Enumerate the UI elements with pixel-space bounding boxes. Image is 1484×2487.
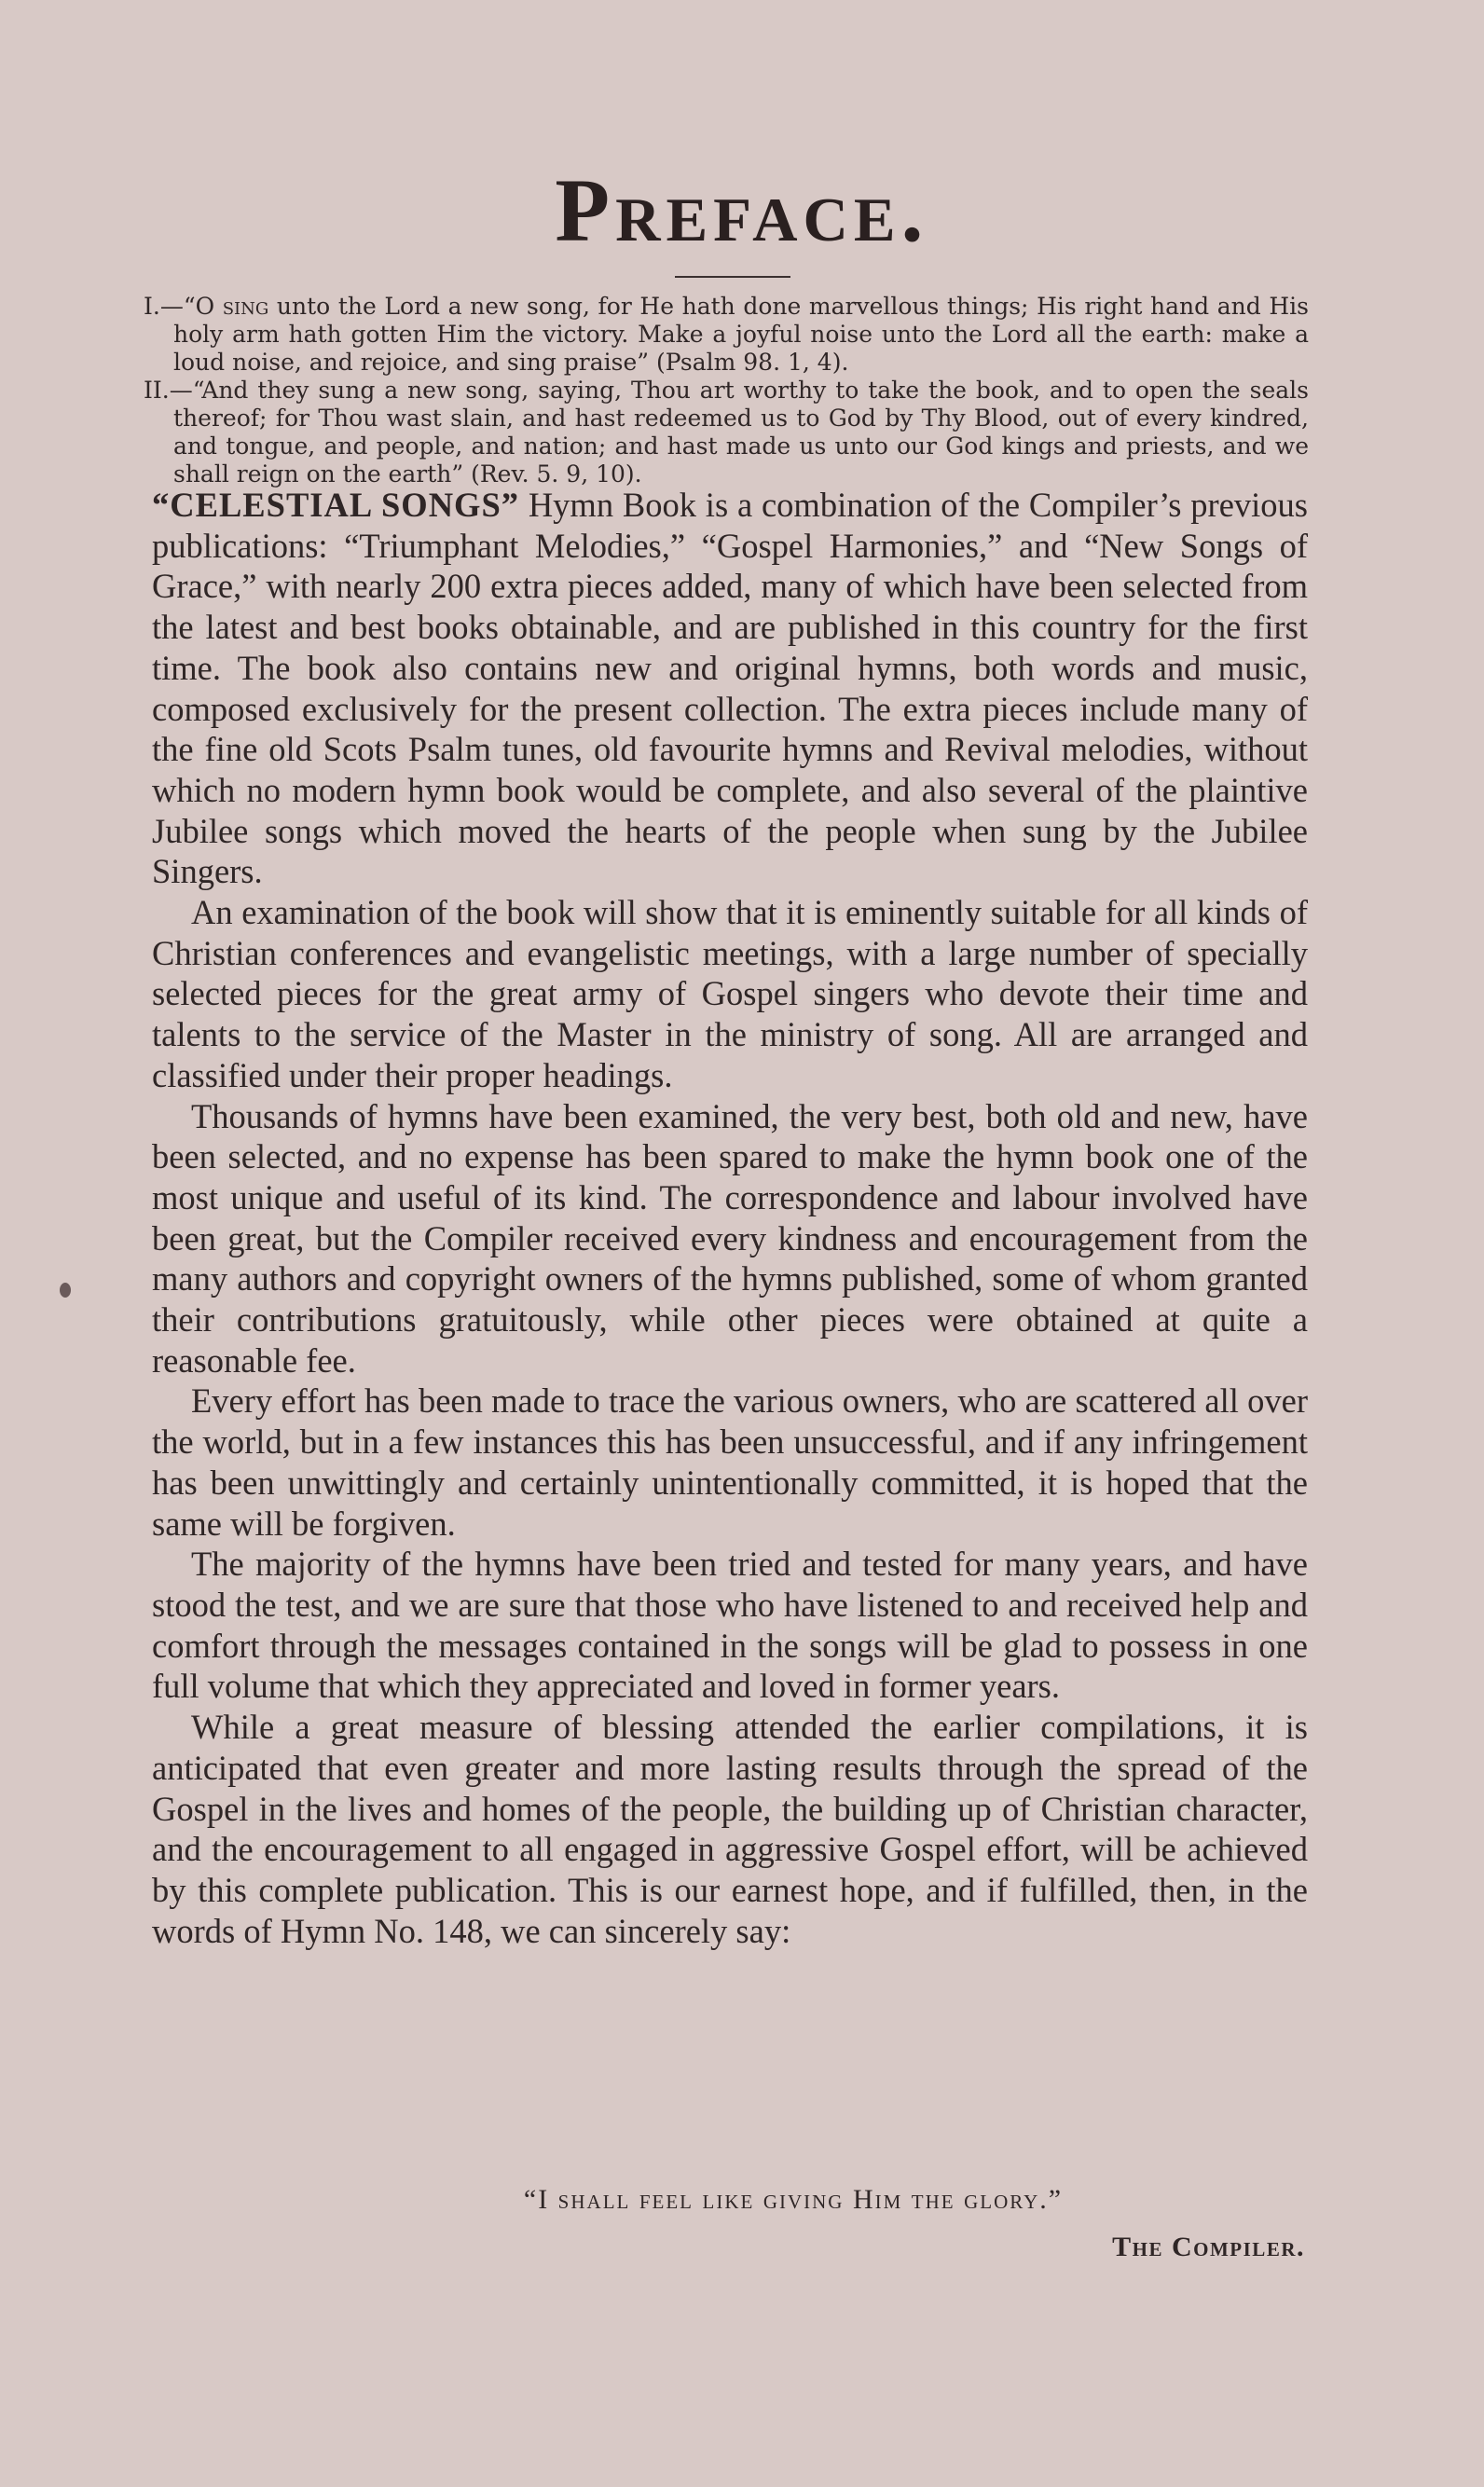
quote-lead-caps: “O sing — [183, 293, 269, 320]
scripture-quotes — [144, 293, 1309, 488]
title-divider — [675, 276, 790, 278]
paragraph-2: An examination of the book will show that it is eminently suitable for all kinds of Christian conferences and evangelistic meetings, with a large number of specially selected pieces for the great army of Gospel singers who devote their time and talents to the service of the Master in the ministry of song. All are arranged and classified under their proper headings. — [152, 893, 1308, 1094]
paragraph-5: The majority of the hymns have been tried and tested for many years, and have stood the test, and we are sure that those who have listened to and received help and comfort through the messages contained in the songs will be glad to possess in one full volume that which they appreciated and loved in former years. — [152, 1545, 1308, 1706]
quote-text: unto the Lord a new song, for He hath done marvellous things; His right hand and His holy arm hath gotten Him the victory. Make a joyful noise unto the Lord all the earth: make a loud noise, and rejoice, and sing praise” (Psalm 98. 1, 4). — [173, 293, 1309, 376]
scripture-quote-2 — [144, 377, 1309, 488]
closing-quote: “I shall feel like giving Him the glory.” — [523, 2184, 1064, 2215]
paragraph-1 — [152, 485, 1308, 892]
preface-body — [152, 485, 1308, 1951]
signature: The Compiler. — [1112, 2232, 1305, 2262]
paragraph-3: Thousands of hymns have been examined, the very best, both old and new, have been selected, and no expense has been spared to make the hymn book one of the most unique and useful of its kind. The correspondence and labour involved have been great, but the Compiler received every kindness and encouragement from the many authors and copyright owners of the hymns published, some of whom granted their contributions gratuitously, while other pieces were obtained at quite a reasonable fee. — [152, 1096, 1308, 1380]
scripture-quote-1 — [144, 293, 1309, 377]
quote-numeral: II.— — [144, 377, 193, 404]
book-title: “CELESTIAL SONGS” — [152, 486, 519, 524]
paragraph-6: While a great measure of blessing attended the earlier compilations, it is anticipated that even greater and more lasting results through the spread of the Gospel in the lives and homes of the people, the building up of Christian character, and the encouragement to all engaged in aggressive Gospel effort, will be achieved by this complete publication. This is our earnest hope, and if fulfilled, then, in the words of Hymn No. 148, we can sincerely say: — [152, 1708, 1308, 1950]
paper-blemish — [60, 1283, 71, 1298]
paragraph-1-text: Hymn Book is a combination of the Compiler’s previous publications: “Triumphant Melodies,” “Gospel Harmonies,” and “New Songs of Grace,” with nearly 200 extra pieces added, many of which have been selected from the latest and best books obtainable, and are published in this country for the first time. The book also contains new and original hymns, both words and music, composed exclusively for the present collection. The extra pieces include many of the fine old Scots Psalm tunes, old favourite hymns and Revival melodies, without which no modern hymn book would be complete, and also several of the plaintive Jubilee songs which moved the hearts of the people when sung by the Jubilee Singers. — [152, 486, 1308, 891]
paragraph-4: Every effort has been made to trace the various owners, who are scattered all over the world, but in a few instances this has been unsuccessful, and if any infringement has been unwittingly and certainly unintentionally committed, it is hoped that the same will be forgiven. — [152, 1381, 1308, 1543]
page-title: Preface. — [555, 160, 929, 260]
quote-numeral: I.— — [144, 293, 184, 320]
quote-text: “And they sung a new song, saying, Thou art worthy to take the book, and to open the seals thereof; for Thou wast slain, and hast redeemed us to God by Thy Blood, out of every kindred, and tongue, and people, and nation; and hast made us unto our God kings and priests, and we shall reign on the earth” (Rev. 5. 9, 10). — [173, 377, 1309, 488]
